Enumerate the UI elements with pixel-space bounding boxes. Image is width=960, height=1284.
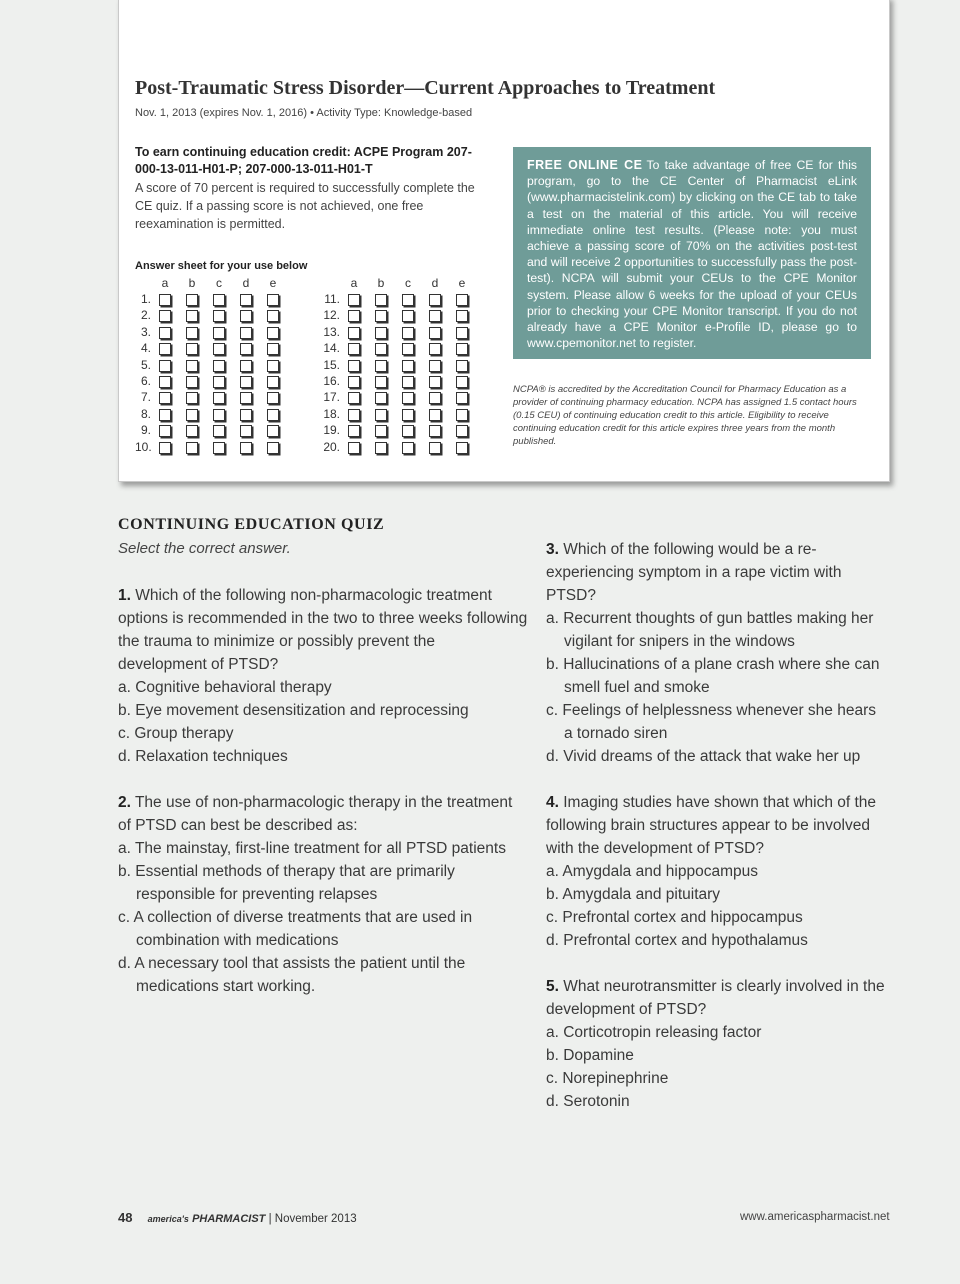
accreditation-note: NCPA® is accredited by the Accreditation Council for Pharmacy Education as a provider of continuing pharmacy education. NCPA has assigned 1.5 contact hours (0.15 CEU) of continuing education credit to this article. Eligibility to receive continuing education credit for this article expires three years from the month published. (513, 384, 857, 447)
answer-checkbox-b[interactable] (375, 425, 387, 437)
answer-checkbox-d[interactable] (429, 343, 441, 355)
answer-checkbox-d[interactable] (240, 327, 252, 339)
question-stem (118, 584, 528, 676)
page-number: 48 (118, 1210, 133, 1225)
answer-checkbox-e[interactable] (267, 343, 279, 355)
answer-number: 1. (140, 292, 151, 306)
answer-checkbox-d[interactable] (240, 343, 252, 355)
answer-checkbox-b[interactable] (375, 294, 387, 306)
answer-number: 19. (323, 423, 340, 438)
answer-letter-b: b (377, 276, 385, 290)
free-ce-text: To take advantage of free CE for this program, go to the CE Center of Pharmacist eLink (www.pharmacistelink.com) by clicking on the CE tab to take a test on the material of this article. You will receive immediate online test results. (Please note: you must achieve a passing score of 70% on the activities post-test and will receive 2 opportunities to successfully pass the post-test). NCPA will submit your CEUs to the CPE Monitor system. Please allow 6 weeks for the upload of your CEUs prior to checking your CPE Monitor transcript. If you do not already have a CPE Monitor e-Profile ID, please go to www.cpemonitor.net to register. (527, 158, 857, 351)
answer-option[interactable]: c. Group therapy (118, 725, 234, 742)
answer-checkbox-d[interactable] (429, 376, 441, 388)
answer-checkbox-b[interactable] (375, 360, 387, 372)
article-meta: Nov. 1, 2013 (expires Nov. 1, 2016) • Activity Type: Knowledge-based (135, 107, 473, 119)
answer-number: 8. (140, 406, 151, 421)
answer-option[interactable]: a. Cognitive behavioral therapy (118, 679, 332, 696)
question-text: Imaging studies have shown that which of the following brain structures appear to be involved with the development of PTSD? (546, 794, 877, 857)
answer-option[interactable]: b. Dopamine (546, 1047, 634, 1064)
answer-checkbox-c[interactable] (402, 425, 414, 437)
article-title: Post-Traumatic Stress Disorder—Current Approaches to Treatment (135, 77, 716, 99)
answer-checkbox-a[interactable] (348, 425, 360, 437)
answer-checkbox-b[interactable] (375, 442, 387, 454)
answer-letter-c: c (405, 276, 411, 290)
answer-checkbox-a[interactable] (348, 442, 360, 454)
answer-checkbox-a[interactable] (159, 360, 171, 372)
answer-checkbox-a[interactable] (348, 376, 360, 388)
answer-checkbox-c[interactable] (402, 442, 414, 454)
answer-checkbox-e[interactable] (267, 425, 279, 437)
answer-option[interactable]: a. Recurrent thoughts of gun battles making her vigilant for snipers in the windows (546, 610, 874, 650)
answer-checkbox-b[interactable] (186, 409, 198, 421)
question-number: 1. (118, 587, 131, 604)
answer-checkbox-a[interactable] (159, 343, 171, 355)
answer-row (135, 438, 285, 454)
question-text: What neurotransmitter is clearly involved in the development of PTSD? (546, 978, 885, 1018)
answer-row (135, 356, 285, 372)
answer-checkbox-d[interactable] (240, 376, 252, 388)
answer-checkbox-b[interactable] (186, 376, 198, 388)
answer-option[interactable]: a. Corticotropin releasing factor (546, 1024, 762, 1041)
answer-checkbox-b[interactable] (186, 360, 198, 372)
answer-letter-a: a (161, 276, 169, 290)
answer-number: 16. (323, 373, 340, 388)
answer-checkbox-e[interactable] (456, 376, 468, 388)
answer-number: 4. (140, 341, 151, 356)
credit-heading: To earn continuing education credit: ACPE Program 207-000-13-011-H01-P; 207-000-13-011-H01-T (135, 145, 472, 176)
answer-number: 2. (140, 308, 151, 323)
answer-row (314, 438, 484, 454)
answer-checkbox-e[interactable] (456, 343, 468, 355)
answer-checkbox-c[interactable] (402, 409, 414, 421)
answer-option[interactable]: b. Amygdala and pituitary (546, 886, 721, 903)
answer-checkbox-e[interactable] (456, 327, 468, 339)
answer-option[interactable]: d. Prefrontal cortex and hypothalamus (546, 932, 808, 949)
answer-checkbox-d[interactable] (429, 294, 441, 306)
answer-checkbox-c[interactable] (213, 392, 225, 404)
answer-checkbox-d[interactable] (429, 392, 441, 404)
answer-row (135, 405, 285, 421)
answer-option[interactable]: c. Feelings of helplessness whenever she hears a tornado siren (546, 702, 876, 742)
answer-row (314, 421, 484, 437)
answer-option[interactable]: c. Norepinephrine (546, 1070, 669, 1087)
answer-checkbox-a[interactable] (159, 376, 171, 388)
answer-option[interactable]: b. Eye movement desensitization and reprocessing (118, 702, 469, 719)
answer-number: 18. (323, 406, 340, 421)
answer-checkbox-c[interactable] (213, 294, 225, 306)
answer-checkbox-e[interactable] (267, 392, 279, 404)
answer-checkbox-d[interactable] (240, 294, 252, 306)
answer-number: 14. (323, 341, 340, 356)
answer-option[interactable]: c. A collection of diverse treatments that are used in combination with medications (118, 909, 473, 949)
answer-row (314, 323, 484, 339)
answer-number: 15. (323, 357, 340, 372)
answer-checkbox-c[interactable] (213, 376, 225, 388)
answer-number: 7. (140, 390, 151, 405)
quiz-subtitle: Select the correct answer. (118, 540, 291, 557)
answer-checkbox-e[interactable] (267, 442, 279, 454)
answer-checkbox-a[interactable] (159, 425, 171, 437)
answer-checkbox-b[interactable] (186, 442, 198, 454)
question-stem (546, 975, 888, 1021)
answer-checkbox-c[interactable] (402, 343, 414, 355)
answer-row (314, 388, 484, 404)
question-stem (546, 538, 888, 607)
brand-small: america's (147, 1214, 189, 1224)
answer-checkbox-c[interactable] (213, 425, 225, 437)
footer-website[interactable]: www.americaspharmacist.net (740, 1211, 890, 1223)
brand-name: PHARMACIST (192, 1213, 266, 1225)
answer-checkbox-b[interactable] (186, 343, 198, 355)
answer-checkbox-a[interactable] (159, 294, 171, 306)
answer-letter-e: e (458, 276, 466, 290)
answer-checkbox-c[interactable] (402, 376, 414, 388)
answer-letters-row (314, 276, 484, 290)
answer-number: 20. (323, 439, 340, 454)
answer-row (314, 405, 484, 421)
answer-letters-row (135, 276, 285, 290)
quiz-question (118, 791, 528, 998)
answer-row (314, 290, 484, 306)
answer-checkbox-b[interactable] (186, 327, 198, 339)
answer-checkbox-c[interactable] (402, 392, 414, 404)
answer-checkbox-e[interactable] (267, 294, 279, 306)
question-text: Which of the following would be a re-experiencing symptom in a rape victim with PTSD? (546, 541, 842, 604)
answer-checkbox-a[interactable] (348, 343, 360, 355)
answer-checkbox-e[interactable] (267, 409, 279, 421)
answer-number: 6. (140, 373, 151, 388)
answer-checkbox-e[interactable] (267, 360, 279, 372)
answer-checkbox-c[interactable] (213, 442, 225, 454)
answer-checkbox-d[interactable] (429, 442, 441, 454)
answer-checkbox-d[interactable] (429, 425, 441, 437)
question-text: Which of the following non-pharmacologic treatment options is recommended in the two to three weeks following the trauma to minimize or possibly prevent the development of PTSD? (118, 587, 528, 673)
answer-checkbox-a[interactable] (159, 327, 171, 339)
answer-row (314, 306, 484, 322)
answer-letter-b: b (188, 276, 196, 290)
quiz-question (546, 791, 888, 952)
answer-checkbox-e[interactable] (456, 409, 468, 421)
answer-checkbox-a[interactable] (348, 327, 360, 339)
quiz-column-left (118, 584, 528, 1021)
answer-checkbox-b[interactable] (186, 392, 198, 404)
answer-checkbox-a[interactable] (348, 392, 360, 404)
answer-number: 5. (140, 357, 151, 372)
answer-checkbox-a[interactable] (348, 360, 360, 372)
answer-checkbox-c[interactable] (402, 360, 414, 372)
question-number: 2. (118, 794, 131, 811)
answer-row (135, 306, 285, 322)
answer-number: 11. (324, 292, 340, 306)
answer-number: 17. (323, 390, 340, 405)
answer-option[interactable]: d. Serotonin (546, 1093, 630, 1110)
answer-checkbox-d[interactable] (240, 425, 252, 437)
answer-letter-d: d (431, 276, 439, 290)
quiz-question (546, 975, 888, 1113)
answer-checkbox-d[interactable] (240, 392, 252, 404)
answer-option[interactable]: d. A necessary tool that assists the patient until the medications start working. (118, 955, 466, 995)
answer-checkbox-b[interactable] (186, 294, 198, 306)
question-number: 5. (546, 978, 559, 995)
answer-row (135, 290, 285, 306)
answer-checkbox-e[interactable] (456, 425, 468, 437)
answer-checkbox-d[interactable] (240, 310, 252, 322)
answer-letter-d: d (242, 276, 250, 290)
answer-letter-c: c (216, 276, 222, 290)
answer-option[interactable]: c. Prefrontal cortex and hippocampus (546, 909, 803, 926)
question-stem (118, 791, 528, 837)
question-stem (546, 791, 888, 860)
answer-checkbox-e[interactable] (456, 442, 468, 454)
answer-option[interactable]: d. Relaxation techniques (118, 748, 288, 765)
quiz-title: CONTINUING EDUCATION QUIZ (118, 516, 385, 533)
answer-checkbox-d[interactable] (240, 360, 252, 372)
answer-checkbox-c[interactable] (402, 294, 414, 306)
answer-number: 13. (323, 324, 340, 339)
answer-sheet-left (135, 276, 285, 454)
answer-option[interactable]: a. The mainstay, first-line treatment for all PTSD patients (118, 840, 506, 857)
answer-letter-a: a (350, 276, 358, 290)
answer-row (314, 372, 484, 388)
answer-option[interactable]: a. Amygdala and hippocampus (546, 863, 758, 880)
answer-checkbox-e[interactable] (456, 294, 468, 306)
free-online-ce-box (513, 147, 871, 359)
ce-info-panel (118, 0, 890, 482)
question-text: The use of non-pharmacologic therapy in the treatment of PTSD can best be described as: (118, 794, 513, 834)
answer-checkbox-c[interactable] (213, 310, 225, 322)
answer-number: 3. (140, 324, 151, 339)
answer-row (135, 339, 285, 355)
answer-checkbox-e[interactable] (456, 310, 468, 322)
answer-checkbox-d[interactable] (429, 409, 441, 421)
answer-option[interactable]: b. Essential methods of therapy that are primarily responsible for preventing relapses (118, 863, 455, 903)
answer-checkbox-c[interactable] (402, 327, 414, 339)
answer-checkbox-a[interactable] (348, 310, 360, 322)
footer-left (118, 1210, 357, 1225)
answer-checkbox-b[interactable] (375, 392, 387, 404)
answer-option[interactable]: b. Hallucinations of a plane crash where she can smell fuel and smoke (546, 656, 880, 696)
answer-checkbox-b[interactable] (186, 310, 198, 322)
answer-checkbox-a[interactable] (159, 310, 171, 322)
answer-checkbox-a[interactable] (159, 409, 171, 421)
answer-number: 12. (323, 308, 340, 323)
answer-checkbox-d[interactable] (429, 327, 441, 339)
credit-text: A score of 70 percent is required to successfully complete the CE quiz. If a passing score is not achieved, one free reexamination is permitted. (135, 181, 475, 231)
answer-checkbox-a[interactable] (159, 442, 171, 454)
question-number: 4. (546, 794, 559, 811)
answer-checkbox-c[interactable] (402, 310, 414, 322)
question-number: 3. (546, 541, 559, 558)
quiz-column-right (546, 538, 888, 1136)
answer-checkbox-a[interactable] (159, 392, 171, 404)
quiz-question (118, 584, 528, 768)
answer-checkbox-c[interactable] (213, 327, 225, 339)
answer-letter-e: e (269, 276, 277, 290)
answer-row (314, 339, 484, 355)
answer-row (314, 356, 484, 372)
answer-checkbox-d[interactable] (429, 310, 441, 322)
answer-checkbox-c[interactable] (213, 343, 225, 355)
answer-checkbox-e[interactable] (456, 392, 468, 404)
answer-row (135, 372, 285, 388)
answer-checkbox-b[interactable] (375, 310, 387, 322)
answer-checkbox-b[interactable] (375, 327, 387, 339)
answer-checkbox-a[interactable] (348, 294, 360, 306)
answer-checkbox-b[interactable] (375, 376, 387, 388)
answer-checkbox-e[interactable] (267, 376, 279, 388)
answer-checkbox-e[interactable] (267, 327, 279, 339)
answer-sheet-right (314, 276, 484, 454)
answer-checkbox-c[interactable] (213, 409, 225, 421)
answer-checkbox-a[interactable] (348, 409, 360, 421)
issue-date: | November 2013 (268, 1213, 357, 1225)
answer-checkbox-d[interactable] (240, 442, 252, 454)
quiz-question (546, 538, 888, 768)
answer-checkbox-b[interactable] (186, 425, 198, 437)
answer-checkbox-b[interactable] (375, 409, 387, 421)
answer-checkbox-e[interactable] (267, 310, 279, 322)
answer-option[interactable]: d. Vivid dreams of the attack that wake her up (546, 748, 861, 765)
answer-sheet-title: Answer sheet for your use below (135, 260, 308, 272)
answer-number: 9. (140, 423, 151, 438)
answer-checkbox-d[interactable] (429, 360, 441, 372)
free-ce-label: FREE ONLINE CE (527, 158, 643, 172)
answer-row (135, 388, 285, 404)
answer-row (135, 323, 285, 339)
answer-checkbox-c[interactable] (213, 360, 225, 372)
answer-checkbox-b[interactable] (375, 343, 387, 355)
answer-checkbox-e[interactable] (456, 360, 468, 372)
answer-checkbox-d[interactable] (240, 409, 252, 421)
answer-row (135, 421, 285, 437)
answer-number: 10. (135, 439, 152, 454)
